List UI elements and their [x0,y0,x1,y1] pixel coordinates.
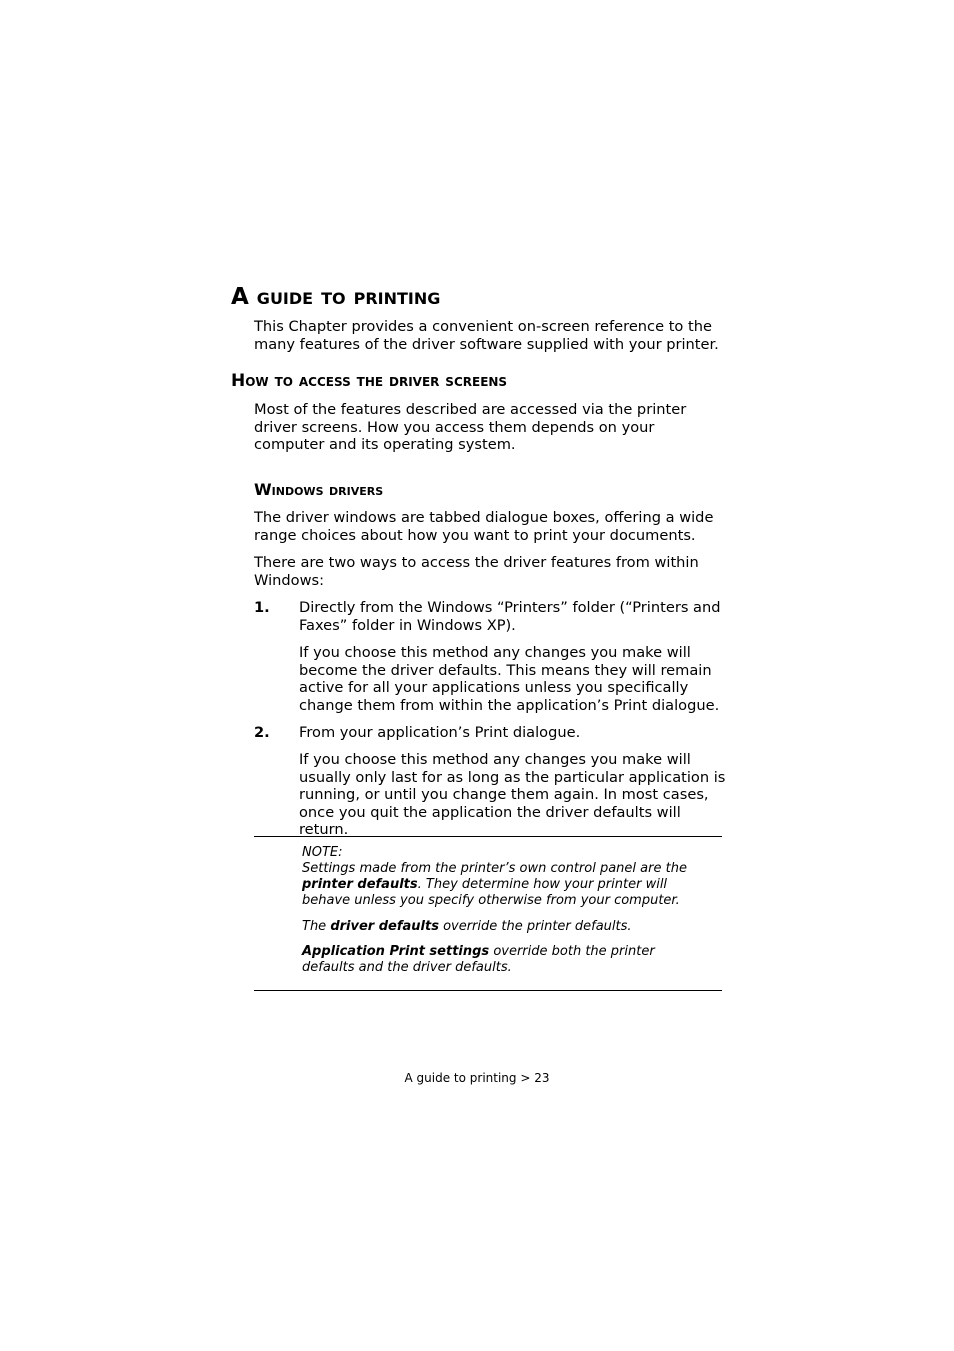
windows-paragraph-1: The driver windows are tabbed dialogue boxes, offering a wide range choices about how you want to print your documents. [254,509,714,544]
note-bottom-divider [254,990,722,991]
note-paragraph-1 [302,861,702,909]
step-text: From your application’s Print dialogue. [299,724,581,741]
intro-paragraph: This Chapter provides a convenient on-screen reference to the many features of the driver software supplied with your printer. [254,318,719,353]
note-emphasis: Application Print settings [302,944,490,959]
note-top-divider [254,836,722,837]
note-emphasis: printer defaults [302,877,418,892]
note-text: The [302,919,331,934]
note-text: Settings made from the printer’s own control panel are the [302,861,687,876]
note-paragraph-2 [302,919,702,935]
section-title-access: How to access the driver screens [231,371,508,391]
access-paragraph: Most of the features described are accessed via the printer driver screens. How you access them depends on your computer and its operating system. [254,401,687,454]
note-text: override the printer defaults. [438,919,632,934]
note-text: override both the printer defaults and the driver defaults. [302,944,655,975]
section-title-windows: Windows drivers [254,480,384,499]
note-text: . They determine how your printer will behave unless you specify otherwise from your computer. [302,877,680,908]
step-number: 2. [254,724,270,741]
step-detail: If you choose this method any changes you make will become the driver defaults. This means they will remain active for all your applications unless you specifically change them from within the application’s Print dialogue. [299,644,720,714]
step-text: Directly from the Windows “Printers” folder (“Printers and Faxes” folder in Windows XP). [299,599,721,634]
note-emphasis: driver defaults [330,919,439,934]
page-footer: A guide to printing > 23 [404,1071,550,1085]
chapter-title: A guide to printing [231,284,441,310]
step-number: 1. [254,599,270,616]
note-paragraph-3 [302,944,702,976]
note-label: NOTE: [302,845,343,860]
step-detail: If you choose this method any changes you make will usually only last for as long as the particular application is running, or until you change them again. In most cases, once you quit the application the driver defaults will return. [299,751,726,839]
windows-paragraph-2: There are two ways to access the driver features from within Windows: [254,554,699,589]
